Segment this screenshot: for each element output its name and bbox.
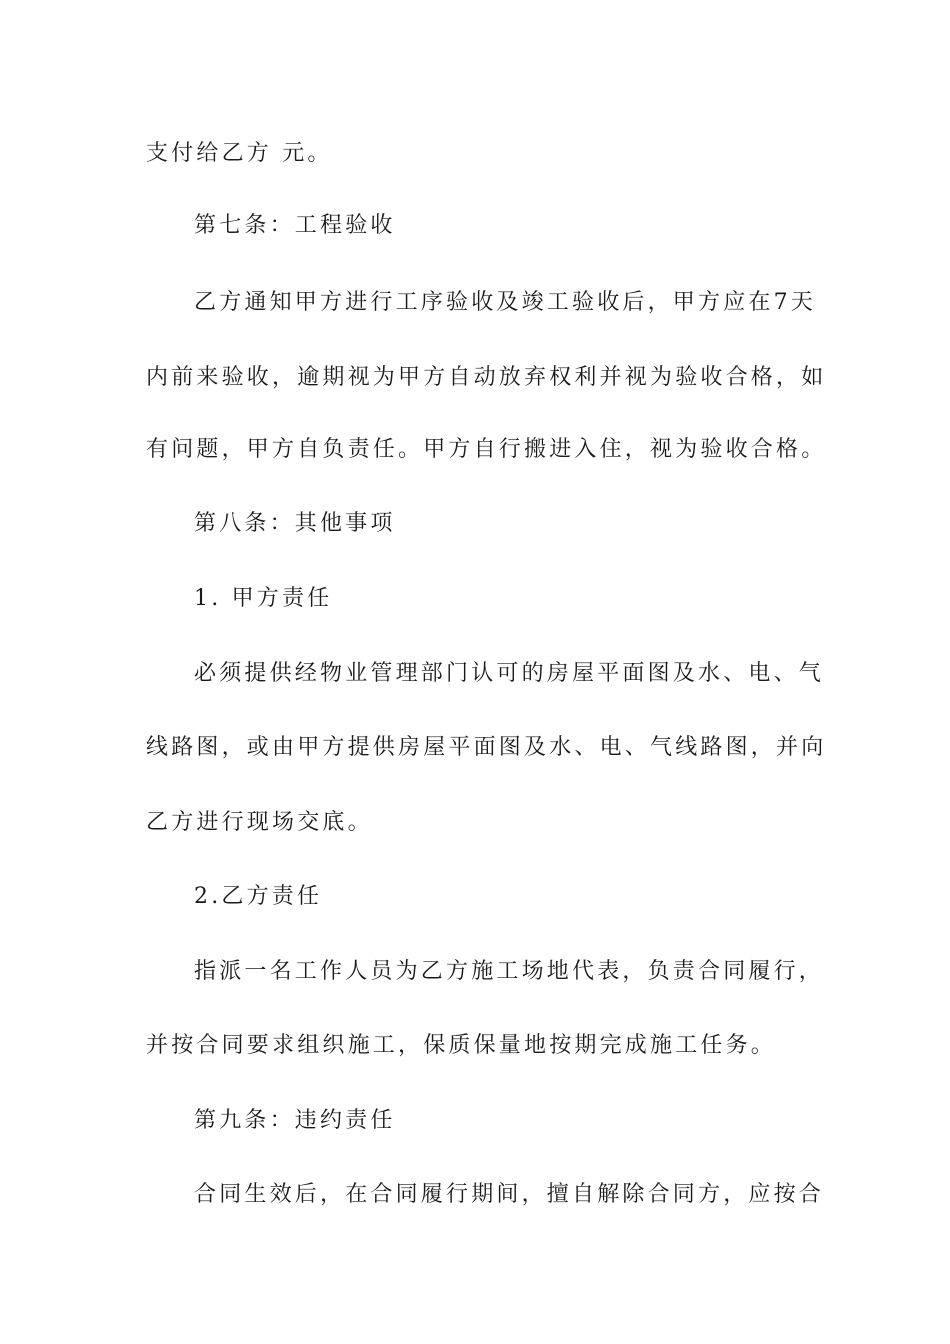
text-line-15: 合同生效后，在合同履行期间，擅自解除合同方，应按合: [194, 1182, 825, 1207]
subheading-party-b: 2.乙方责任: [194, 884, 323, 909]
text-line-8: 必须提供经物业管理部门认可的房屋平面图及水、电、气: [194, 661, 825, 686]
section-heading-7: 第七条：工程验收: [194, 213, 396, 238]
text-line-10: 乙方进行现场交底。: [146, 810, 373, 835]
text-line-13: 并按合同要求组织施工，保质保量地按期完成施工任务。: [146, 1033, 777, 1058]
text-line-1: 支付给乙方 元。: [146, 141, 333, 166]
section-heading-9: 第九条：违约责任: [194, 1108, 396, 1133]
text-line-5: 有问题，甲方自负责任。甲方自行搬进入住，视为验收合格。: [146, 437, 827, 462]
section-heading-8: 第八条：其他事项: [194, 511, 396, 536]
text-line-12: 指派一名工作人员为乙方施工场地代表，负责合同履行，: [194, 959, 825, 984]
text-line-9: 线路图，或由甲方提供房屋平面图及水、电、气线路图，并向: [146, 735, 827, 760]
text-line-3: 乙方通知甲方进行工序验收及竣工验收后，甲方应在7天: [194, 290, 816, 315]
text-line-4: 内前来验收，逾期视为甲方自动放弃权利并视为验收合格，如: [146, 365, 827, 390]
subheading-party-a: 1. 甲方责任: [194, 586, 333, 611]
